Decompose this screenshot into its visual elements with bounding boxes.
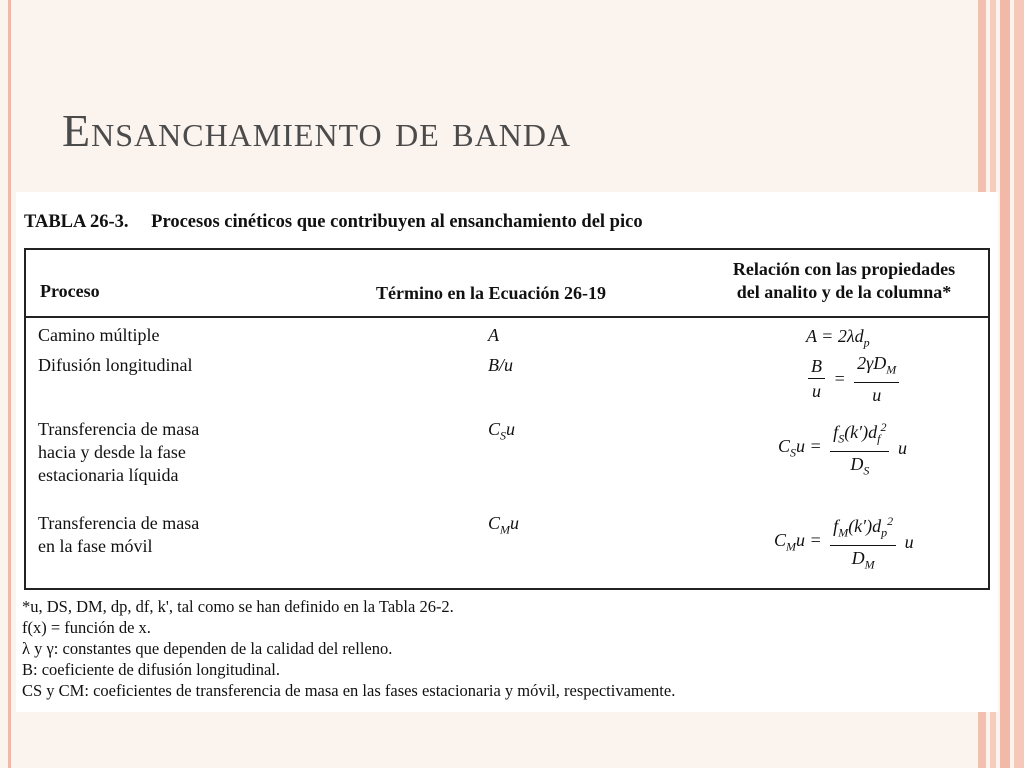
table-row-term: $C_Mu$ — [488, 513, 520, 537]
header-relation: Relación con las propiedades del analito y de la columna* — [732, 259, 956, 302]
right-border-stripe — [1000, 0, 1010, 768]
table-row-term: $C_Su$ — [488, 419, 516, 443]
header-process: Proceso — [40, 281, 100, 301]
footnote: B: coeficiente de difusión longitudinal. — [22, 660, 280, 679]
table-row-process: Difusión longitudinal — [38, 355, 193, 375]
footnote: λ y γ: constantes que dependen de la calidad del relleno. — [22, 639, 393, 658]
equation-stationary-mass-transfer: $C_Su$ = $\frac{f_S(k')d_f^2}{D_S}$ u — [778, 416, 907, 481]
footnote: CS y CM: coeficientes de transferencia de masa en las fases estacionaria y móvil, respectivamente. — [22, 681, 676, 700]
header-rule — [26, 316, 988, 318]
table-footnotes — [22, 596, 675, 701]
table-caption-text: Procesos cinéticos que contribuyen al ensanchamiento del pico — [151, 212, 643, 232]
table-row-term: B/u — [488, 355, 513, 375]
slide-title: Ensanchamiento de banda — [62, 105, 572, 156]
header-term: Término en la Ecuación 26-19 — [376, 283, 606, 303]
table-row-process: Transferencia de masa hacia y desde la fase estacionaria líquida — [38, 419, 200, 485]
right-border-stripe — [1014, 0, 1024, 768]
equation-mobile-mass-transfer: $C_Mu$ = $\frac{f_M(k')d_p^2}{D_M}$ u — [774, 510, 914, 575]
table-row-term: A — [488, 325, 499, 345]
footnote: f(x) = función de x. — [22, 618, 151, 637]
left-border-stripe — [8, 0, 11, 768]
table-row-process: Transferencia de masa en la fase móvil — [38, 513, 200, 556]
footnote: *u, DS, DM, dp, df, k', tal como se han definido en la Tabla 26-2. — [22, 597, 454, 616]
table-row-process: Camino múltiple — [38, 325, 160, 345]
table-caption-label: TABLA 26-3. — [24, 212, 129, 232]
equation-longitudinal: $\frac{B}{u}$ = $\frac{2\gamma D_M}{u}$ — [804, 352, 903, 406]
equation-multipath: $A = 2\lambda d_p$ — [806, 326, 870, 350]
table — [24, 248, 990, 590]
table-caption — [24, 212, 643, 233]
scanned-table-figure — [16, 192, 998, 712]
